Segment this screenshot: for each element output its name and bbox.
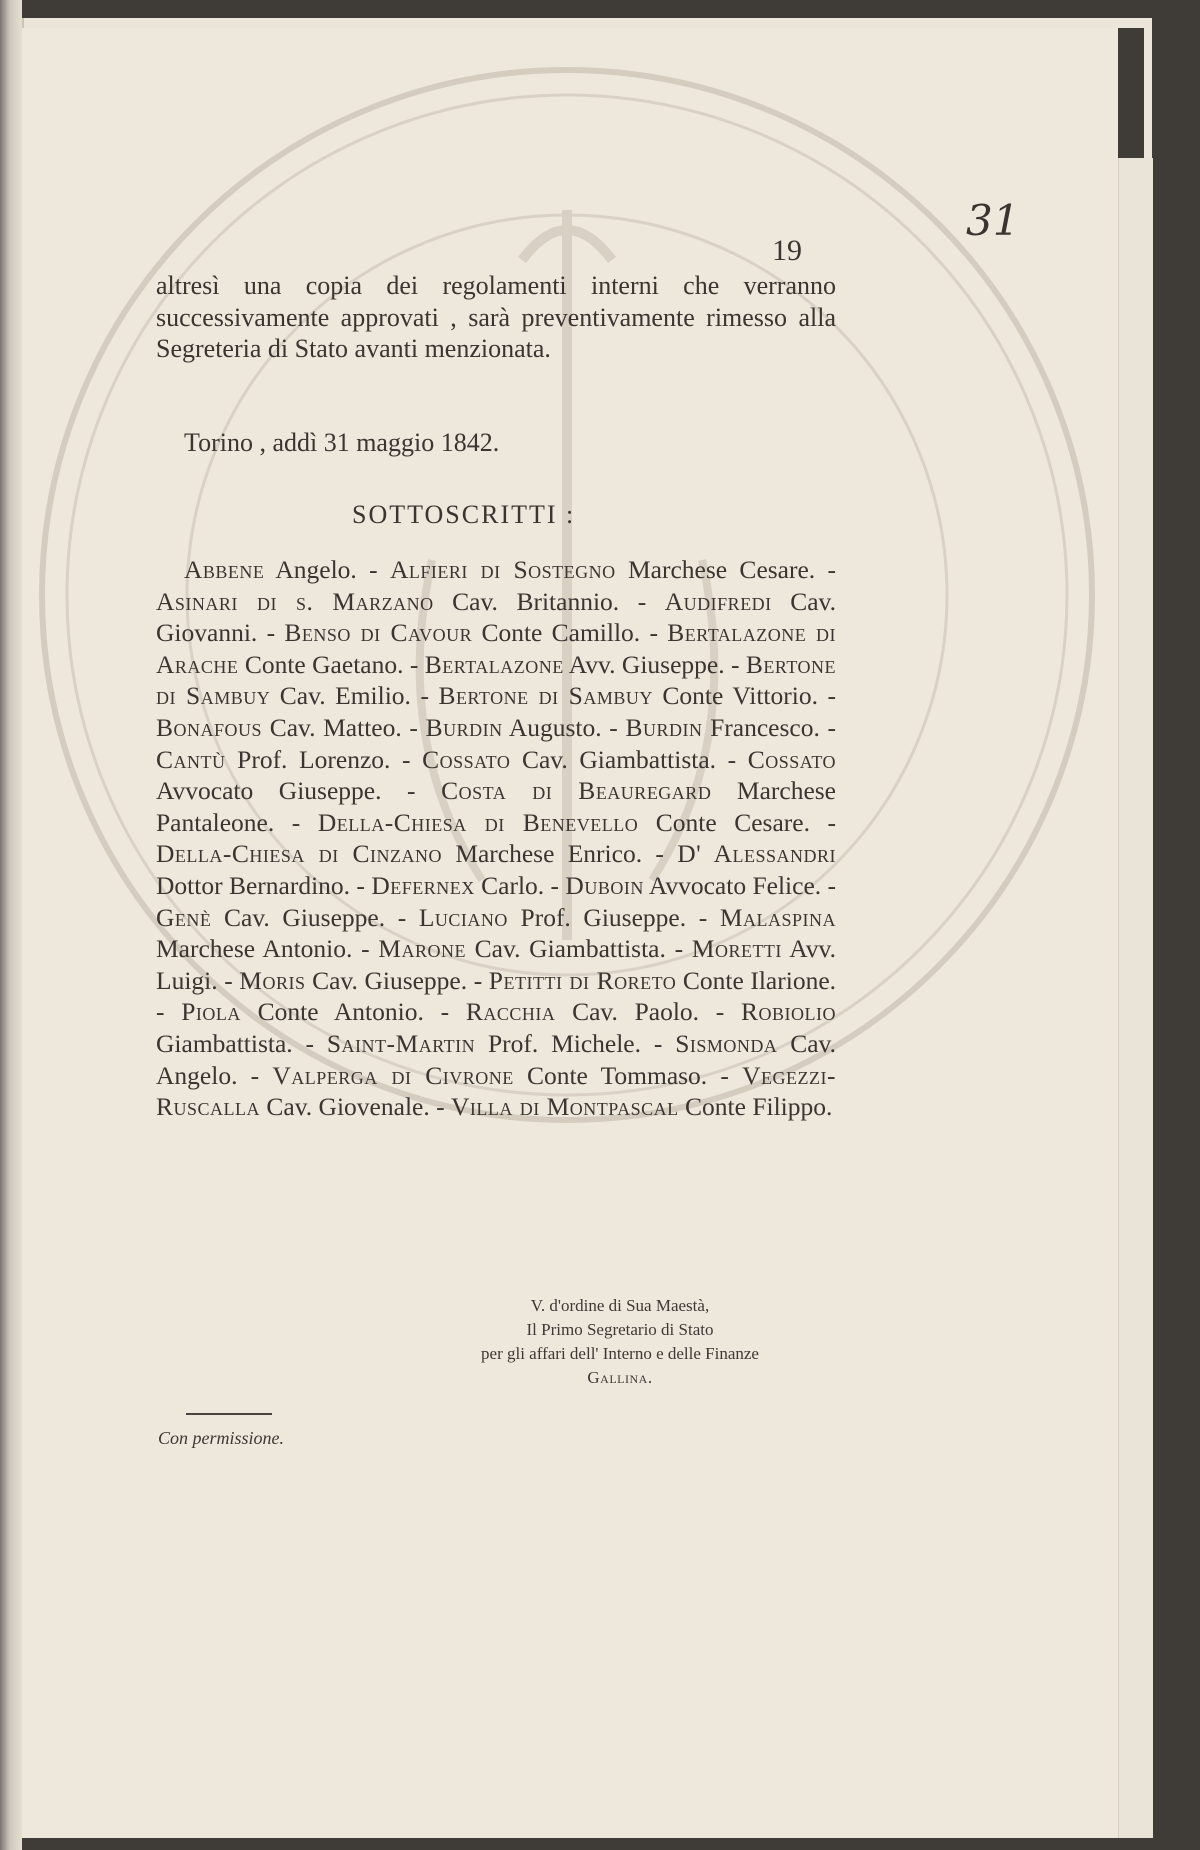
page-edge-step	[1118, 28, 1144, 158]
signer-title-name: Conte Tommaso.	[526, 1060, 708, 1090]
signer-surname: Cossato	[422, 744, 511, 774]
signer-title-name: Avvocato Felice.	[648, 870, 822, 900]
signer-surname: Burdin	[425, 712, 503, 742]
signer-title-name: Carlo.	[481, 870, 545, 900]
signer-title-name: Cav. Giambattista.	[521, 744, 717, 774]
signer-title-name: Conte Antonio.	[257, 997, 424, 1027]
order-signature: Gallina.	[587, 1368, 653, 1387]
signer-title-name: Cav. Britannio.	[452, 586, 620, 616]
signer-title-name: Marchese Cesare.	[628, 555, 816, 584]
signer-surname: Benso di Cavour	[284, 618, 473, 648]
signer-surname: Moretti	[691, 934, 782, 964]
signer-surname: Piola	[181, 997, 241, 1027]
signer-title-name: Cav. Matteo.	[269, 712, 402, 742]
signer-surname: Bertone di Sambuy	[438, 681, 653, 711]
signer-surname: Cantù	[156, 744, 226, 774]
binding-edge	[0, 0, 22, 1850]
signer-surname: Alfieri di Sostegno	[389, 555, 616, 584]
signer-title-name: Prof. Lorenzo.	[237, 744, 391, 774]
signer-title-name: Giambattista.	[156, 1028, 293, 1058]
signer-surname: Luciano	[418, 902, 508, 932]
signer-surname: Vegezzi-Ruscalla	[156, 1060, 836, 1122]
signer-surname: D' Alessandri	[677, 839, 837, 869]
signer-surname: Defernex	[371, 870, 475, 900]
signer-title-name: Avvocato Giuseppe.	[156, 776, 382, 806]
order-line-1: V. d'ordine di Sua Maestà,	[530, 1296, 710, 1315]
signer-title-name: Avv. Giuseppe.	[568, 649, 725, 679]
intro-paragraph: altresì una copia dei regolamenti interni che verranno successivamente approvati , sarà preventivamente rimesso alla Segreteria di Stato avanti menzionata.	[156, 271, 836, 363]
signer-surname: Della-Chiesa di Cinzano	[156, 839, 442, 869]
signer-title-name: Francesco.	[710, 712, 820, 742]
signer-title-name: Marchese Enrico.	[455, 839, 643, 869]
signer-surname: Robiolio	[741, 997, 837, 1027]
folio-number: 31	[966, 196, 1020, 245]
signer-surname: Bertalazone	[424, 649, 564, 679]
signer-surname: Villa di Montpascal	[450, 1092, 679, 1122]
signer-surname: Costa di Beauregard	[441, 776, 712, 806]
date-line: Torino , addì 31 maggio 1842.	[184, 428, 500, 457]
signer-surname: Petitti di Roreto	[488, 965, 677, 995]
signer-title-name: Prof. Michele.	[487, 1028, 642, 1058]
signer-title-name: Marchese Antonio.	[156, 934, 353, 964]
signer-title-name: Cav. Giovanni.	[156, 586, 837, 648]
signer-title-name: Dottor Bernardino.	[156, 870, 351, 900]
signer-title-name: Avv. Luigi.	[156, 934, 836, 995]
signer-title-name: Cav. Angelo.	[156, 1028, 837, 1090]
signer-title-name: Conte Filippo.	[685, 1092, 833, 1122]
signer-title-name: Conte Camillo.	[481, 618, 641, 648]
signer-title-name: Cav. Paolo.	[572, 997, 700, 1027]
divider-rule	[186, 1413, 272, 1415]
signer-surname: Bonafous	[156, 712, 263, 742]
signer-surname: Burdin	[625, 712, 703, 742]
signer-surname: Bertone di Sambuy	[156, 649, 837, 711]
signer-title-name: Angelo.	[275, 555, 357, 584]
signer-surname: Malaspina	[719, 902, 837, 932]
order-line-3: per gli affari dell' Interno e delle Finanze	[481, 1344, 759, 1363]
signer-title-name: Cav. Emilio.	[279, 681, 411, 711]
signer-surname: Cossato	[747, 744, 836, 774]
signer-surname: Moris	[239, 965, 306, 995]
page-number: 19	[772, 234, 802, 267]
signer-title-name: Conte Vittorio.	[662, 681, 818, 711]
order-block	[380, 1294, 860, 1390]
signer-surname: Valperga di Civrone	[272, 1060, 514, 1090]
signer-surname: Duboin	[565, 870, 644, 900]
signatories-paragraph: Abbene Angelo. - Alfieri di Sostegno Marchese Cesare. - Asinari di s. Marzano Cav. Britannio. - Audifredi Cav. Giovanni. - Benso di Cavour Conte Camillo. - Bertalazone di Arache Conte Gaetano. - Bertalazone Avv. Giuseppe. - Bertone di Sambuy Cav. Emilio. - Bertone di Sambuy Conte Vittorio. - Bonafous Cav. Matteo. - Burdin Augusto. - Burdin Francesco. - Cantù Prof. Lorenzo. - Cossato Cav. Giambattista. - Cossato Avvocato Giuseppe. - Costa di Beauregard Marchese Pantaleone. - Della-Chiesa di Benevello Conte Cesare. - Della-Chiesa di Cinzano Marchese Enrico. - D' Alessandri Dottor Bernardino. - Defernex Carlo. - Duboin Avvocato Felice. - Genè Cav. Giuseppe. - Luciano Prof. Giuseppe. - Malaspina Marchese Antonio. - Marone Cav. Giambattista. - Moretti Avv. Luigi. - Moris Cav. Giuseppe. - Petitti di Roreto Conte Ilarione. - Piola Conte Antonio. - Racchia Cav. Paolo. - Robiolio Giambattista. - Saint-Martin Prof. Michele. - Sismonda Cav. Angelo. - Valperga di Civrone Conte Tommaso. - Vegezzi-Ruscalla Cav. Giovenale. - Villa di Montpascal Conte Filippo.	[156, 555, 837, 1122]
signer-title-name: Marchese Pantaleone.	[156, 776, 837, 837]
signer-title-name: Conte Gaetano.	[244, 649, 404, 679]
signer-surname: Abbene	[184, 555, 265, 584]
signer-title-name: Cav. Giuseppe.	[312, 965, 468, 995]
signer-surname: Marone	[378, 934, 466, 964]
signer-title-name: Prof. Giuseppe.	[520, 902, 687, 932]
signer-surname: Genè	[156, 902, 212, 932]
signer-surname: Racchia	[465, 997, 556, 1027]
signatories-heading: SOTTOSCRITTI :	[352, 500, 576, 529]
signer-title-name: Conte Cesare.	[655, 807, 810, 837]
signer-surname: Bertalazone di Arache	[156, 618, 837, 679]
signer-surname: Asinari di s. Marzano	[156, 586, 434, 616]
signer-surname: Audifredi	[664, 586, 772, 616]
order-line-2: Il Primo Segretario di Stato	[526, 1320, 714, 1339]
signer-title-name: Cav. Giuseppe.	[224, 902, 386, 932]
signatories-list	[156, 554, 836, 1123]
signer-title-name: Augusto.	[508, 712, 602, 742]
signer-surname: Della-Chiesa di Benevello	[317, 807, 639, 837]
permission-note: Con permissione.	[158, 1428, 284, 1448]
signer-surname: Sismonda	[675, 1028, 778, 1058]
signer-title-name: Cav. Giambattista.	[474, 934, 666, 964]
page-right-edge	[1118, 158, 1153, 1838]
signer-surname: Saint-Martin	[326, 1028, 476, 1058]
signer-title-name: Conte Ilarione.	[682, 965, 837, 995]
signer-title-name: Cav. Giovenale.	[266, 1092, 430, 1122]
